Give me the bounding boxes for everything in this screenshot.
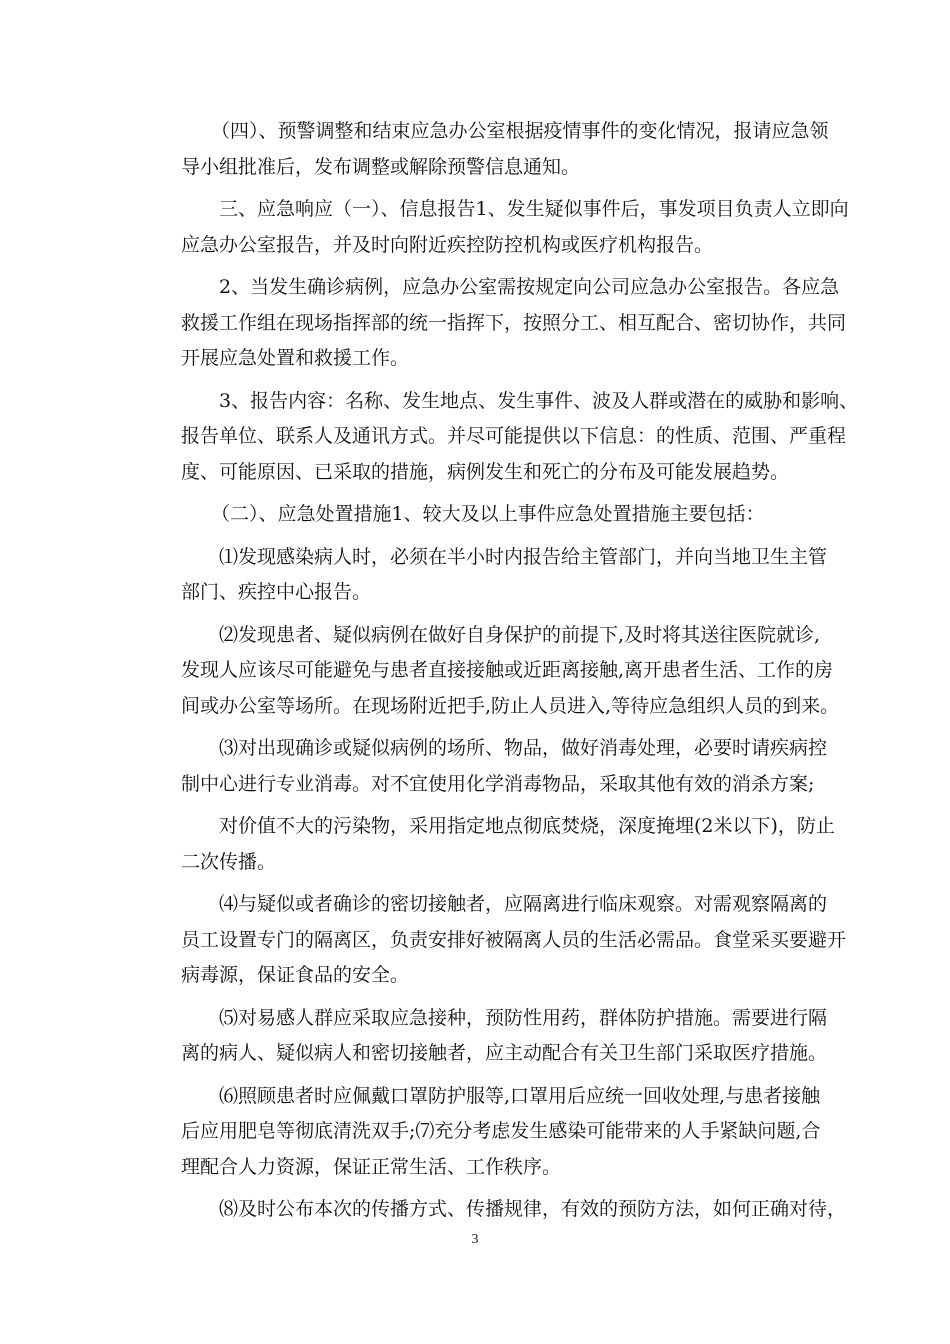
paragraph-measure-2 bbox=[143, 618, 840, 725]
text-line: 2、当发生确诊病例，应急办公室需按规定向公司应急办公室报告。各应急 bbox=[219, 276, 840, 298]
text-line: ⑴发现感染病人时，必须在半小时内报告给主管部门，并向当地卫生主管 bbox=[219, 545, 828, 568]
text-line: ⑷与疑似或者确诊的密切接触者，应隔离进行临床观察。对需观察隔离的 bbox=[219, 893, 828, 915]
page-number: 3 bbox=[471, 1232, 479, 1247]
text-line: 后应用肥皂等彻底清洗双手;⑺充分考虑发生感染可能带来的人手紧缺问题,合 bbox=[181, 1120, 821, 1142]
text-line: 发现人应该尽可能避免与患者直接接触或近距离接触,离开患者生活、工作的房 bbox=[181, 659, 834, 681]
text-line: 开展应急处置和救援工作。 bbox=[181, 347, 410, 369]
text-line: 部门、疾控中心报告。 bbox=[181, 581, 372, 603]
text-line: 病毒源，保证食品的安全。 bbox=[181, 964, 410, 986]
paragraph-warning-adjustment bbox=[143, 114, 829, 185]
paragraph-measure-5 bbox=[143, 1001, 828, 1072]
text-line: ⑻及时公布本次的传播方式、传播规律，有效的预防方法，如何正确对待， bbox=[219, 1198, 847, 1220]
text-line: 二次传播。 bbox=[181, 850, 277, 873]
text-line: 对价值不大的污染物，采用指定地点彻底焚烧，深度掩埋(2米以下)，防止 bbox=[219, 815, 835, 837]
text-line: 报告单位、联系人及通讯方式。并尽可能提供以下信息：的性质、范围、严重程 bbox=[181, 425, 847, 447]
text-line: 离的病人、疑似病人和密切接触者，应主动配合有关卫生部门采取医疗措施。 bbox=[181, 1042, 828, 1064]
paragraph-report-content bbox=[143, 384, 859, 491]
text-line: 三、应急响应（一）、信息报告1、发生疑似事件后，事发项目负责人立即向 bbox=[219, 198, 849, 220]
text-line: ⑹照顾患者时应佩戴口罩防护服等,口罩用后应统一回收处理,与患者接触 bbox=[219, 1084, 821, 1107]
text-line: 理配合人力资源，保证正常生活、工作秩序。 bbox=[181, 1155, 562, 1178]
paragraph-pollutant-disposal bbox=[143, 809, 835, 880]
text-line: （二）、应急处置措施1、较大及以上事件应急处置措施主要包括： bbox=[211, 503, 765, 525]
text-line: ⑸对易感人群应采取应急接种，预防性用药，群体防护措施。需要进行隔 bbox=[219, 1006, 828, 1029]
text-line: 员工设置专门的隔离区，负责安排好被隔离人员的生活必需品。食堂采买要避开 bbox=[181, 928, 847, 951]
paragraph-measure-1 bbox=[143, 540, 828, 611]
paragraph-measure-3 bbox=[143, 731, 828, 802]
paragraph-emergency-response bbox=[143, 192, 849, 263]
text-line: 制中心进行专业消毒。对不宜使用化学消毒物品，采取其他有效的消杀方案; bbox=[181, 772, 815, 795]
text-line: 间或办公室等场所。在现场附近把手,防止人员进入,等待应急组织人员的到来。 bbox=[181, 694, 840, 717]
text-line: 救援工作组在现场指挥部的统一指挥下，按照分工、相互配合、密切协作，共同 bbox=[181, 311, 847, 334]
text-line: 导小组批准后，发布调整或解除预警信息通知。 bbox=[181, 155, 581, 178]
paragraph-measure-6-7 bbox=[143, 1079, 821, 1186]
paragraph-measure-8 bbox=[143, 1192, 847, 1228]
text-line: ⑵发现患者、疑似病例在做好自身保护的前提下,及时将其送往医院就诊, bbox=[219, 623, 821, 646]
paragraph-confirmed-case bbox=[143, 270, 847, 377]
text-line: （四）、预警调整和结束应急办公室根据疫情事件的变化情况，报请应急领 bbox=[211, 120, 829, 142]
paragraph-disposal-measures-heading bbox=[143, 497, 811, 533]
text-line: ⑶对出现确诊或疑似病例的场所、物品，做好消毒处理，必要时请疾病控 bbox=[219, 737, 828, 759]
text-line: 应急办公室报告，并及时向附近疾控防控机构或医疗机构报告。 bbox=[181, 233, 714, 256]
text-line: 度、可能原因、已采取的措施，病例发生和死亡的分布及可能发展趋势。 bbox=[181, 460, 790, 483]
text-line: 3、报告内容：名称、发生地点、发生事件、波及人群或潜在的威胁和影响、 bbox=[219, 389, 859, 412]
paragraph-measure-4 bbox=[143, 887, 847, 994]
document-body bbox=[143, 114, 859, 1235]
